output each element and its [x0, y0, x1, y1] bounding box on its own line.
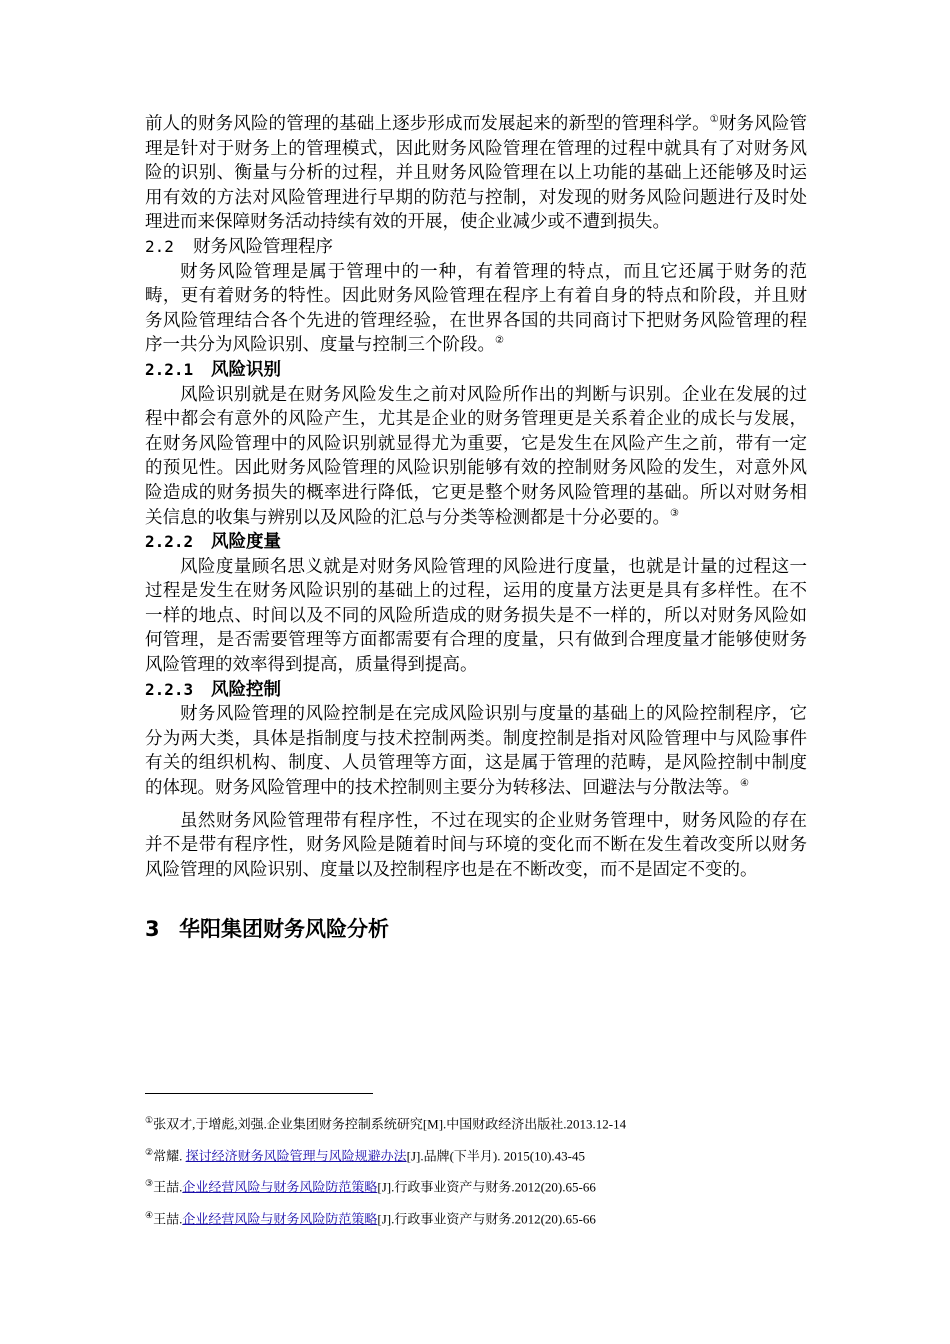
document-body: [145, 112, 807, 944]
footnote-1: ①张双才,于增彪,刘强.企业集团财务控制系统研究[M].中国财政经济出版社.2013.12-14: [145, 1115, 627, 1132]
heading-2-2: 2.2 财务风险管理程序: [145, 236, 333, 257]
footnote-separator: [145, 1093, 373, 1094]
footnote-3: ③王喆.企业经营风险与财务风险防范策略[J].行政事业资产与财务.2012(20).65-66: [145, 1178, 596, 1195]
paragraph-2-2: 财务风险管理是属于管理中的一种，有着管理的特点，而且它还属于财务的范畴，更有着财务的特性。因此财务风险管理在程序上有着自身的特点和阶段，并且财务风险管理结合各个先进的管理经验，在世界各国的共同商讨下把财务风险管理的程序一共分为风险识别、度量与控制三个阶段。②: [145, 261, 807, 356]
footnote-ref-1[interactable]: ①: [709, 114, 719, 126]
paragraph-final: 虽然财务风险管理带有程序性，不过在现实的企业财务管理中，财务风险的存在并不是带有程序性，财务风险是随着时间与环境的变化而不断在发生着改变所以财务风险管理的风险识别、度量以及控制程序也是在不断改变，而不是固定不变的。: [145, 810, 807, 880]
paragraph-2-2-3: 财务风险管理的风险控制是在完成风险识别与度量的基础上的风险控制程序，它分为两大类，具体是指制度与技术控制两类。制度控制是指对风险管理中与风险事件有关的组织机构、制度、人员管理等方面，这是属于管理的范畴，是风险控制中制度的体现。财务风险管理中的技术控制则主要分为转移法、回避法与分散法等。④: [145, 704, 807, 799]
paragraph-2-2-1: 风险识别就是在财务风险发生之前对风险所作出的判断与识别。企业在发展的过程中都会有意外的风险产生，尤其是企业的财务管理更是关系着企业的成长与发展，在财务风险管理中的风险识别就显得尤为重要，它是发生在风险产生之前，带有一定的预见性。因此财务风险管理的风险识别能够有效的控制财务风险的发生，对意外风险造成的财务损失的概率进行降低，它更是整个财务风险管理的基础。所以对财务相关信息的收集与辨别以及风险的汇总与分类等检测都是十分必要的。③: [145, 384, 807, 528]
heading-2-2-3: 2.2.3 风险控制: [145, 679, 281, 700]
paragraph-intro-continued: 前人的财务风险的管理的基础上逐步形成而发展起来的新型的管理科学。①财务风险管理是针对于财务上的管理模式，因此财务风险管理在管理的过程中就具有了对财务风险的识别、衡量与分析的过程，并且财务风险管理在以上功能的基础上还能够及时运用有效的方法对风险管理进行早期的防范与控制，对发现的财务风险问题进行及时处理进而来保障财务活动持续有效的开展，使企业减少或不遭到损失。: [145, 114, 808, 233]
footnote-4: ④王喆.企业经营风险与财务风险防范策略[J].行政事业资产与财务.2012(20).65-66: [145, 1209, 596, 1226]
footnote-ref-2[interactable]: ②: [495, 335, 504, 347]
footnote-ref-3[interactable]: ③: [670, 507, 679, 519]
paragraph-2-2-2: 风险度量顾名思义就是对财务风险管理的风险进行度量，也就是计量的过程这一过程是发生在财务风险识别的基础上的过程，运用的度量方法更是具有多样性。在不一样的地点、时间以及不同的风险所造成的财务损失是不一样的，所以对财务风险如何管理，是否需要管理等方面都需要有合理的度量，只有做到合理度量才能够使财务风险管理的效率得到提高，质量得到提高。: [145, 556, 807, 676]
footnotes: [145, 1110, 825, 1236]
footnote-ref-4[interactable]: ④: [740, 778, 749, 790]
heading-2-2-1: 2.2.1 风险识别: [145, 359, 281, 380]
footnote-2: ②常耀. 探讨经济财务风险管理与风险规避办法[J].品牌(下半月). 2015(10).43-45: [145, 1146, 585, 1163]
footnote-2-link[interactable]: 探讨经济财务风险管理与风险规避办法: [185, 1147, 407, 1163]
footnote-3-link[interactable]: 企业经营风险与财务风险防范策略: [182, 1179, 378, 1195]
footnote-4-link[interactable]: 企业经营风险与财务风险防范策略: [182, 1210, 378, 1226]
heading-2-2-2: 2.2.2 风险度量: [145, 532, 281, 553]
heading-3: 3 华阳集团财务风险分析: [145, 917, 389, 942]
